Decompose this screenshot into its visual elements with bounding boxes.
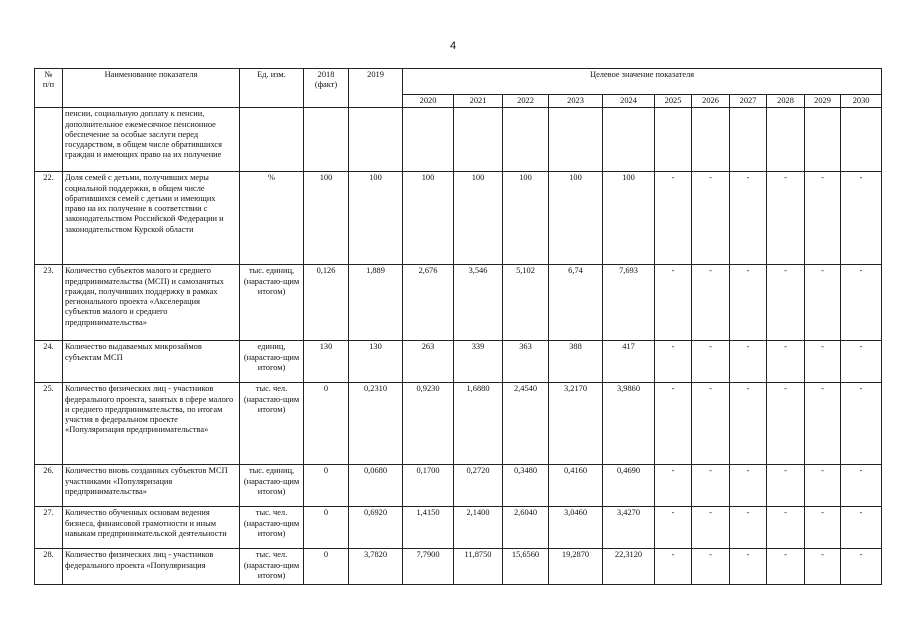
target-value-cell: 0,9230 bbox=[403, 383, 454, 465]
value-2018-cell: 0 bbox=[304, 383, 349, 465]
value-2019-cell: 1,889 bbox=[349, 265, 403, 341]
row-number-cell bbox=[35, 108, 63, 172]
header-2018 bbox=[304, 69, 349, 108]
header-name bbox=[63, 69, 240, 108]
target-value-cell: 6,74 bbox=[549, 265, 603, 341]
value-2019-cell: 3,7820 bbox=[349, 549, 403, 585]
target-value-cell: - bbox=[730, 383, 767, 465]
value-2019-cell: 0,2310 bbox=[349, 383, 403, 465]
indicator-name-cell: Количество обученных основам ведения бизнеса, финансовой грамотности и иным навыкам предпринимательской деятельности bbox=[63, 507, 240, 549]
row-number-cell: 24. bbox=[35, 341, 63, 383]
header-num bbox=[35, 69, 63, 108]
target-value-cell: 3,2170 bbox=[549, 383, 603, 465]
target-value-cell: - bbox=[805, 507, 841, 549]
target-value-cell: - bbox=[692, 341, 730, 383]
target-value-cell: - bbox=[730, 265, 767, 341]
target-value-cell bbox=[730, 108, 767, 172]
target-value-cell: 0,4160 bbox=[549, 465, 603, 507]
value-2018-cell: 0 bbox=[304, 465, 349, 507]
target-value-cell: 0,1700 bbox=[403, 465, 454, 507]
row-number-cell: 22. bbox=[35, 172, 63, 265]
table-row bbox=[35, 549, 882, 585]
target-value-cell: - bbox=[805, 383, 841, 465]
target-value-cell: - bbox=[841, 549, 882, 585]
value-2019-cell: 0,0680 bbox=[349, 465, 403, 507]
target-value-cell: - bbox=[655, 172, 692, 265]
header-year: 2029 bbox=[805, 95, 841, 108]
target-value-cell: 100 bbox=[403, 172, 454, 265]
header-year: 2025 bbox=[655, 95, 692, 108]
unit-cell: тыс. чел. (нарастаю-щим итогом) bbox=[240, 383, 304, 465]
unit-cell: тыс. единиц, (нарастаю-щим итогом) bbox=[240, 465, 304, 507]
target-value-cell: 417 bbox=[603, 341, 655, 383]
target-value-cell: - bbox=[655, 465, 692, 507]
target-value-cell: 15,6560 bbox=[503, 549, 549, 585]
target-value-cell: 0,2720 bbox=[454, 465, 503, 507]
value-2018-cell bbox=[304, 108, 349, 172]
target-value-cell: 0,3480 bbox=[503, 465, 549, 507]
table-row bbox=[35, 341, 882, 383]
target-value-cell: 339 bbox=[454, 341, 503, 383]
target-value-cell: 0,4690 bbox=[603, 465, 655, 507]
indicator-name-cell: Количество физических лиц - участников федерального проекта, занятых в сфере малого и среднего предпринимательства, по итогам участия в федеральном проекте «Популяризация предпринимательства» bbox=[63, 383, 240, 465]
target-value-cell: - bbox=[841, 341, 882, 383]
target-value-cell: 19,2870 bbox=[549, 549, 603, 585]
value-2018-cell: 100 bbox=[304, 172, 349, 265]
header-2018-label: 2018 (факт) bbox=[314, 70, 338, 90]
header-2019 bbox=[349, 69, 403, 108]
row-number-cell: 23. bbox=[35, 265, 63, 341]
target-value-cell: - bbox=[655, 549, 692, 585]
header-year: 2026 bbox=[692, 95, 730, 108]
value-2019-cell: 0,6920 bbox=[349, 507, 403, 549]
target-value-cell: 2,676 bbox=[403, 265, 454, 341]
target-value-cell: 7,7900 bbox=[403, 549, 454, 585]
unit-cell bbox=[240, 108, 304, 172]
table-row bbox=[35, 172, 882, 265]
target-value-cell: - bbox=[805, 549, 841, 585]
target-value-cell: 11,8750 bbox=[454, 549, 503, 585]
unit-cell: тыс. чел. (нарастаю-щим итогом) bbox=[240, 507, 304, 549]
row-number-cell: 28. bbox=[35, 549, 63, 585]
target-value-cell: - bbox=[841, 465, 882, 507]
target-value-cell: - bbox=[767, 465, 805, 507]
target-value-cell: 7,693 bbox=[603, 265, 655, 341]
target-value-cell: 263 bbox=[403, 341, 454, 383]
header-target-label: Целевое значение показателя bbox=[590, 70, 695, 79]
page-number: 4 bbox=[450, 40, 457, 52]
target-value-cell: - bbox=[692, 265, 730, 341]
header-year: 2024 bbox=[603, 95, 655, 108]
target-value-cell: - bbox=[730, 465, 767, 507]
target-value-cell bbox=[655, 108, 692, 172]
target-value-cell: 100 bbox=[549, 172, 603, 265]
target-value-cell: - bbox=[655, 383, 692, 465]
target-value-cell bbox=[549, 108, 603, 172]
unit-cell: тыс. чел. (нарастаю-щим итогом) bbox=[240, 549, 304, 585]
target-value-cell: - bbox=[692, 465, 730, 507]
value-2018-cell: 130 bbox=[304, 341, 349, 383]
header-row bbox=[35, 69, 882, 95]
value-2018-cell: 0 bbox=[304, 507, 349, 549]
table-row bbox=[35, 507, 882, 549]
target-value-cell: 363 bbox=[503, 341, 549, 383]
target-value-cell: - bbox=[841, 507, 882, 549]
target-value-cell: - bbox=[805, 265, 841, 341]
indicator-name-cell: Доля семей с детьми, получивших меры социальной поддержки, в общем числе обратившихся семей с детьми и имеющих право на их получение в соответствии с законодательством Российской Федерации и законодательством Курской области bbox=[63, 172, 240, 265]
target-value-cell: 100 bbox=[603, 172, 655, 265]
header-unit-label: Ед. изм. bbox=[257, 70, 286, 79]
target-value-cell: - bbox=[730, 172, 767, 265]
row-number-cell: 25. bbox=[35, 383, 63, 465]
indicator-name-cell: Количество физических лиц - участников федерального проекта «Популяризация bbox=[63, 549, 240, 585]
target-value-cell: 3,4270 bbox=[603, 507, 655, 549]
value-2018-cell: 0 bbox=[304, 549, 349, 585]
header-name-label: Наименование показателя bbox=[104, 70, 198, 79]
target-value-cell: - bbox=[730, 341, 767, 383]
value-2018-cell: 0,126 bbox=[304, 265, 349, 341]
target-value-cell bbox=[403, 108, 454, 172]
target-value-cell: - bbox=[692, 383, 730, 465]
unit-cell: тыс. единиц, (нарастаю-щим итогом) bbox=[240, 265, 304, 341]
target-value-cell: - bbox=[767, 341, 805, 383]
value-2019-cell: 100 bbox=[349, 172, 403, 265]
table-row bbox=[35, 465, 882, 507]
target-value-cell: 1,4150 bbox=[403, 507, 454, 549]
target-value-cell: - bbox=[767, 507, 805, 549]
header-year: 2028 bbox=[767, 95, 805, 108]
target-value-cell: - bbox=[767, 383, 805, 465]
target-value-cell: 3,9860 bbox=[603, 383, 655, 465]
table-row bbox=[35, 265, 882, 341]
row-number-cell: 27. bbox=[35, 507, 63, 549]
header-unit bbox=[240, 69, 304, 108]
target-value-cell: - bbox=[767, 549, 805, 585]
target-value-cell: - bbox=[805, 341, 841, 383]
header-year: 2030 bbox=[841, 95, 882, 108]
target-value-cell: - bbox=[841, 265, 882, 341]
target-value-cell: - bbox=[655, 265, 692, 341]
value-2019-cell: 130 bbox=[349, 341, 403, 383]
unit-cell: % bbox=[240, 172, 304, 265]
target-value-cell: 1,6880 bbox=[454, 383, 503, 465]
indicator-name-cell: Количество вновь созданных субъектов МСП участниками «Популяризация предпринимательства» bbox=[63, 465, 240, 507]
target-value-cell: 2,4540 bbox=[503, 383, 549, 465]
target-value-cell: - bbox=[655, 341, 692, 383]
target-value-cell bbox=[692, 108, 730, 172]
target-value-cell: 2,1400 bbox=[454, 507, 503, 549]
target-value-cell: 22,3120 bbox=[603, 549, 655, 585]
table-row bbox=[35, 108, 882, 172]
target-value-cell bbox=[805, 108, 841, 172]
target-value-cell: - bbox=[805, 465, 841, 507]
unit-cell: единиц, (нарастаю-щим итогом) bbox=[240, 341, 304, 383]
target-value-cell: - bbox=[767, 172, 805, 265]
header-year: 2022 bbox=[503, 95, 549, 108]
row-number-cell: 26. bbox=[35, 465, 63, 507]
target-value-cell: - bbox=[730, 507, 767, 549]
target-value-cell: 100 bbox=[503, 172, 549, 265]
target-value-cell: - bbox=[730, 549, 767, 585]
target-value-cell: 2,6040 bbox=[503, 507, 549, 549]
target-value-cell: - bbox=[841, 172, 882, 265]
target-value-cell: 100 bbox=[454, 172, 503, 265]
target-value-cell: 3,546 bbox=[454, 265, 503, 341]
indicator-name-cell: пенсии, социальную доплату к пенсии, дополнительное ежемесячное пенсионное обеспечение за особые заслуги перед государством, в общем числе обратившихся граждан и имеющих право на их получение bbox=[63, 108, 240, 172]
target-value-cell: - bbox=[692, 507, 730, 549]
target-value-cell: 388 bbox=[549, 341, 603, 383]
target-value-cell: 3,0460 bbox=[549, 507, 603, 549]
target-value-cell bbox=[767, 108, 805, 172]
header-year: 2020 bbox=[403, 95, 454, 108]
value-2019-cell bbox=[349, 108, 403, 172]
indicator-name-cell: Количество выдаваемых микрозаймов субъектам МСП bbox=[63, 341, 240, 383]
target-value-cell: - bbox=[692, 549, 730, 585]
target-value-cell: - bbox=[841, 383, 882, 465]
target-value-cell: - bbox=[655, 507, 692, 549]
target-value-cell bbox=[503, 108, 549, 172]
target-value-cell: - bbox=[805, 172, 841, 265]
header-target bbox=[403, 69, 882, 95]
target-value-cell: - bbox=[692, 172, 730, 265]
target-value-cell: 5,102 bbox=[503, 265, 549, 341]
header-year: 2023 bbox=[549, 95, 603, 108]
target-value-cell bbox=[841, 108, 882, 172]
header-year: 2021 bbox=[454, 95, 503, 108]
header-2019-label: 2019 bbox=[367, 70, 384, 79]
indicator-name-cell: Количество субъектов малого и среднего предпринимательства (МСП) и самозанятых граждан, получивших поддержку в рамках регионального проекта «Акселерация субъектов малого и среднего предпринимательства» bbox=[63, 265, 240, 341]
target-value-cell bbox=[603, 108, 655, 172]
target-value-cell: - bbox=[767, 265, 805, 341]
header-num-label: № п/п bbox=[42, 70, 55, 90]
target-value-cell bbox=[454, 108, 503, 172]
header-year: 2027 bbox=[730, 95, 767, 108]
indicators-table bbox=[34, 68, 882, 585]
table-row bbox=[35, 383, 882, 465]
